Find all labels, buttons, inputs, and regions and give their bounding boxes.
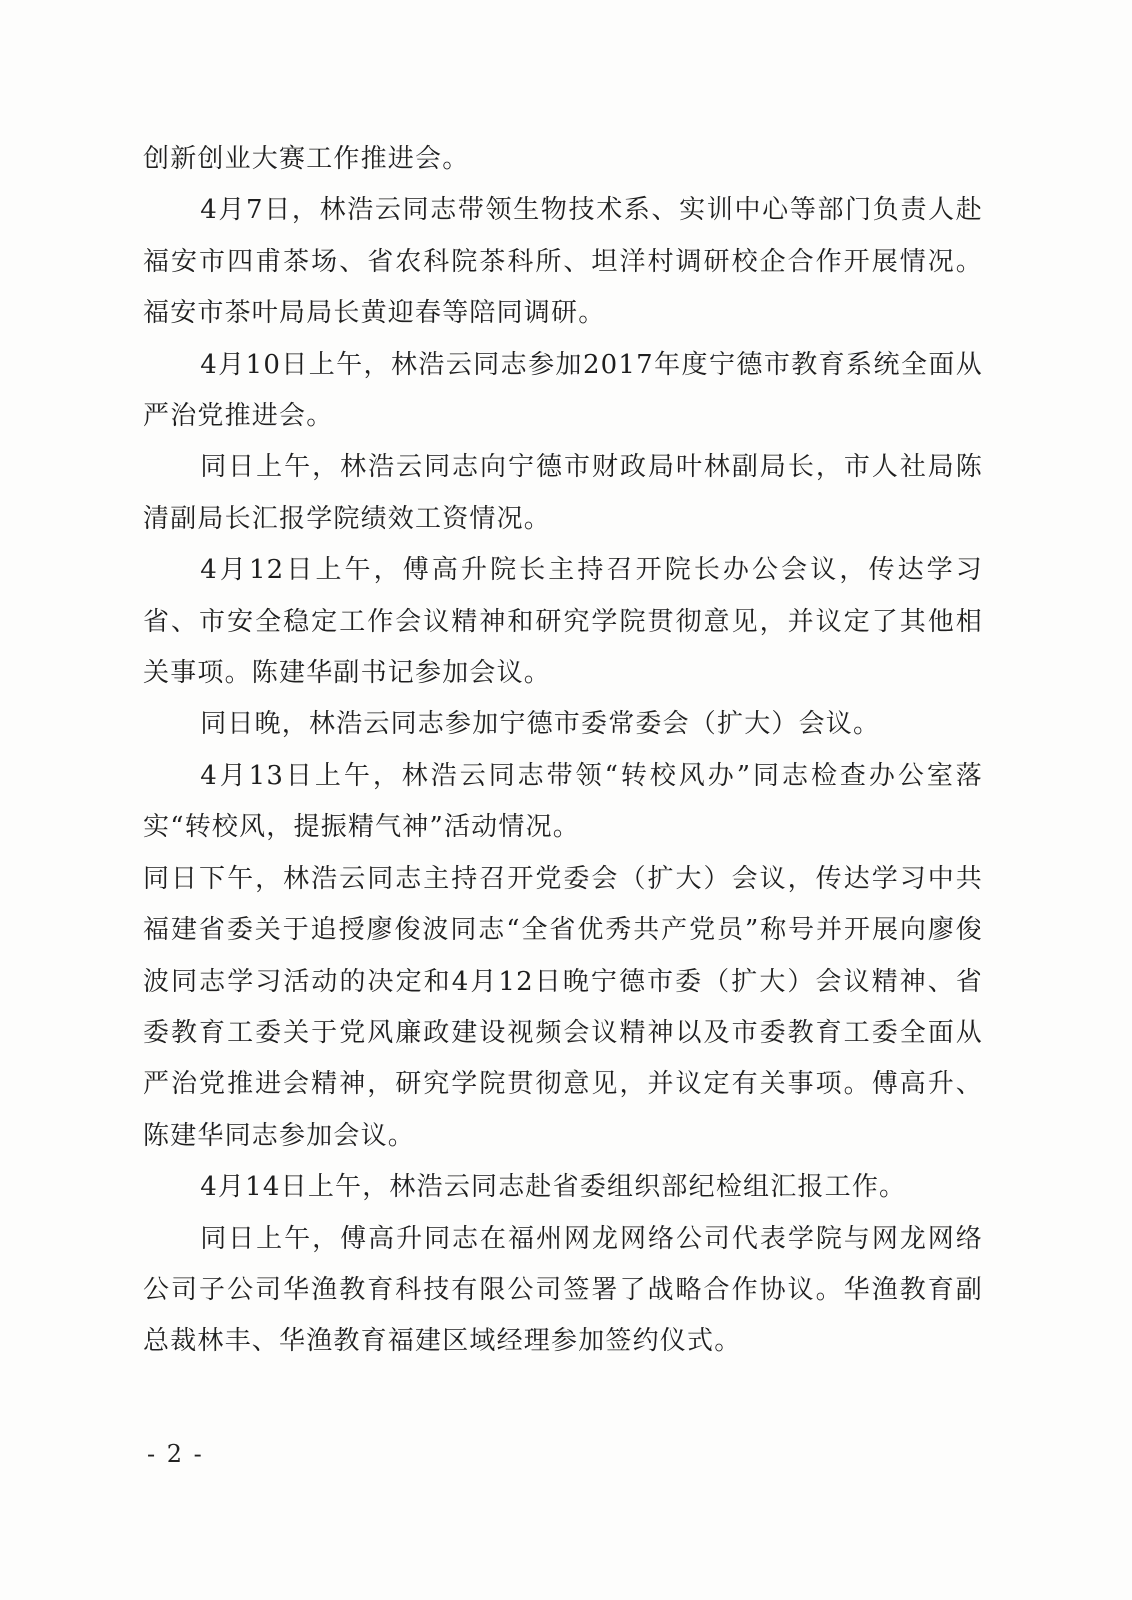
document-body — [143, 134, 983, 1368]
paragraph: 同日上午，傅高升同志在福州网龙网络公司代表学院与网龙网络公司子公司华渔教育科技有限公司签署了战略合作协议。华渔教育副总裁林丰、华渔教育福建区域经理参加签约仪式。 — [143, 1223, 983, 1357]
page-number: - 2 - — [147, 1440, 204, 1468]
paragraph: 同日晚，林浩云同志参加宁德市委常委会（扩大）会议。 — [200, 709, 881, 740]
paragraph: 4月10日上午，林浩云同志参加2017年度宁德市教育系统全面从严治党推进会。 — [143, 349, 983, 432]
paragraph: 4月14日上午，林浩云同志赴省委组织部纪检组汇报工作。 — [200, 1172, 907, 1203]
paragraph: 同日下午，林浩云同志主持召开党委会（扩大）会议，传达学习中共福建省委关于追授廖俊波同志“全省优秀共产党员”称号并开展向廖俊波同志学习活动的决定和4月12日晚宁德市委（扩大）会议精神、省委教育工委关于党风廉政建设视频会议精神以及市委教育工委全面从严治党推进会精神，研究学院贯彻意见，并议定有关事项。傅高升、陈建华同志参加会议。 — [143, 863, 983, 1151]
paragraph: 同日上午，林浩云同志向宁德市财政局叶林副局长，市人社局陈清副局长汇报学院绩效工资情况。 — [143, 452, 983, 534]
paragraph: 创新创业大赛工作推进会。 — [143, 144, 470, 174]
paragraph: 4月13日上午，林浩云同志带领“转校风办”同志检查办公室落实“转校风，提振精气神”活动情况。 — [143, 760, 983, 843]
paragraph: 4月12日上午，傅高升院长主持召开院长办公会议，传达学习省、市安全稳定工作会议精神和研究学院贯彻意见，并议定了其他相关事项。陈建华副书记参加会议。 — [143, 555, 983, 689]
paragraph: 4月7日，林浩云同志带领生物技术系、实训中心等部门负责人赴福安市四甫茶场、省农科院茶科所、坦洋村调研校企合作开展情况。福安市茶叶局局长黄迎春等陪同调研。 — [143, 195, 983, 329]
